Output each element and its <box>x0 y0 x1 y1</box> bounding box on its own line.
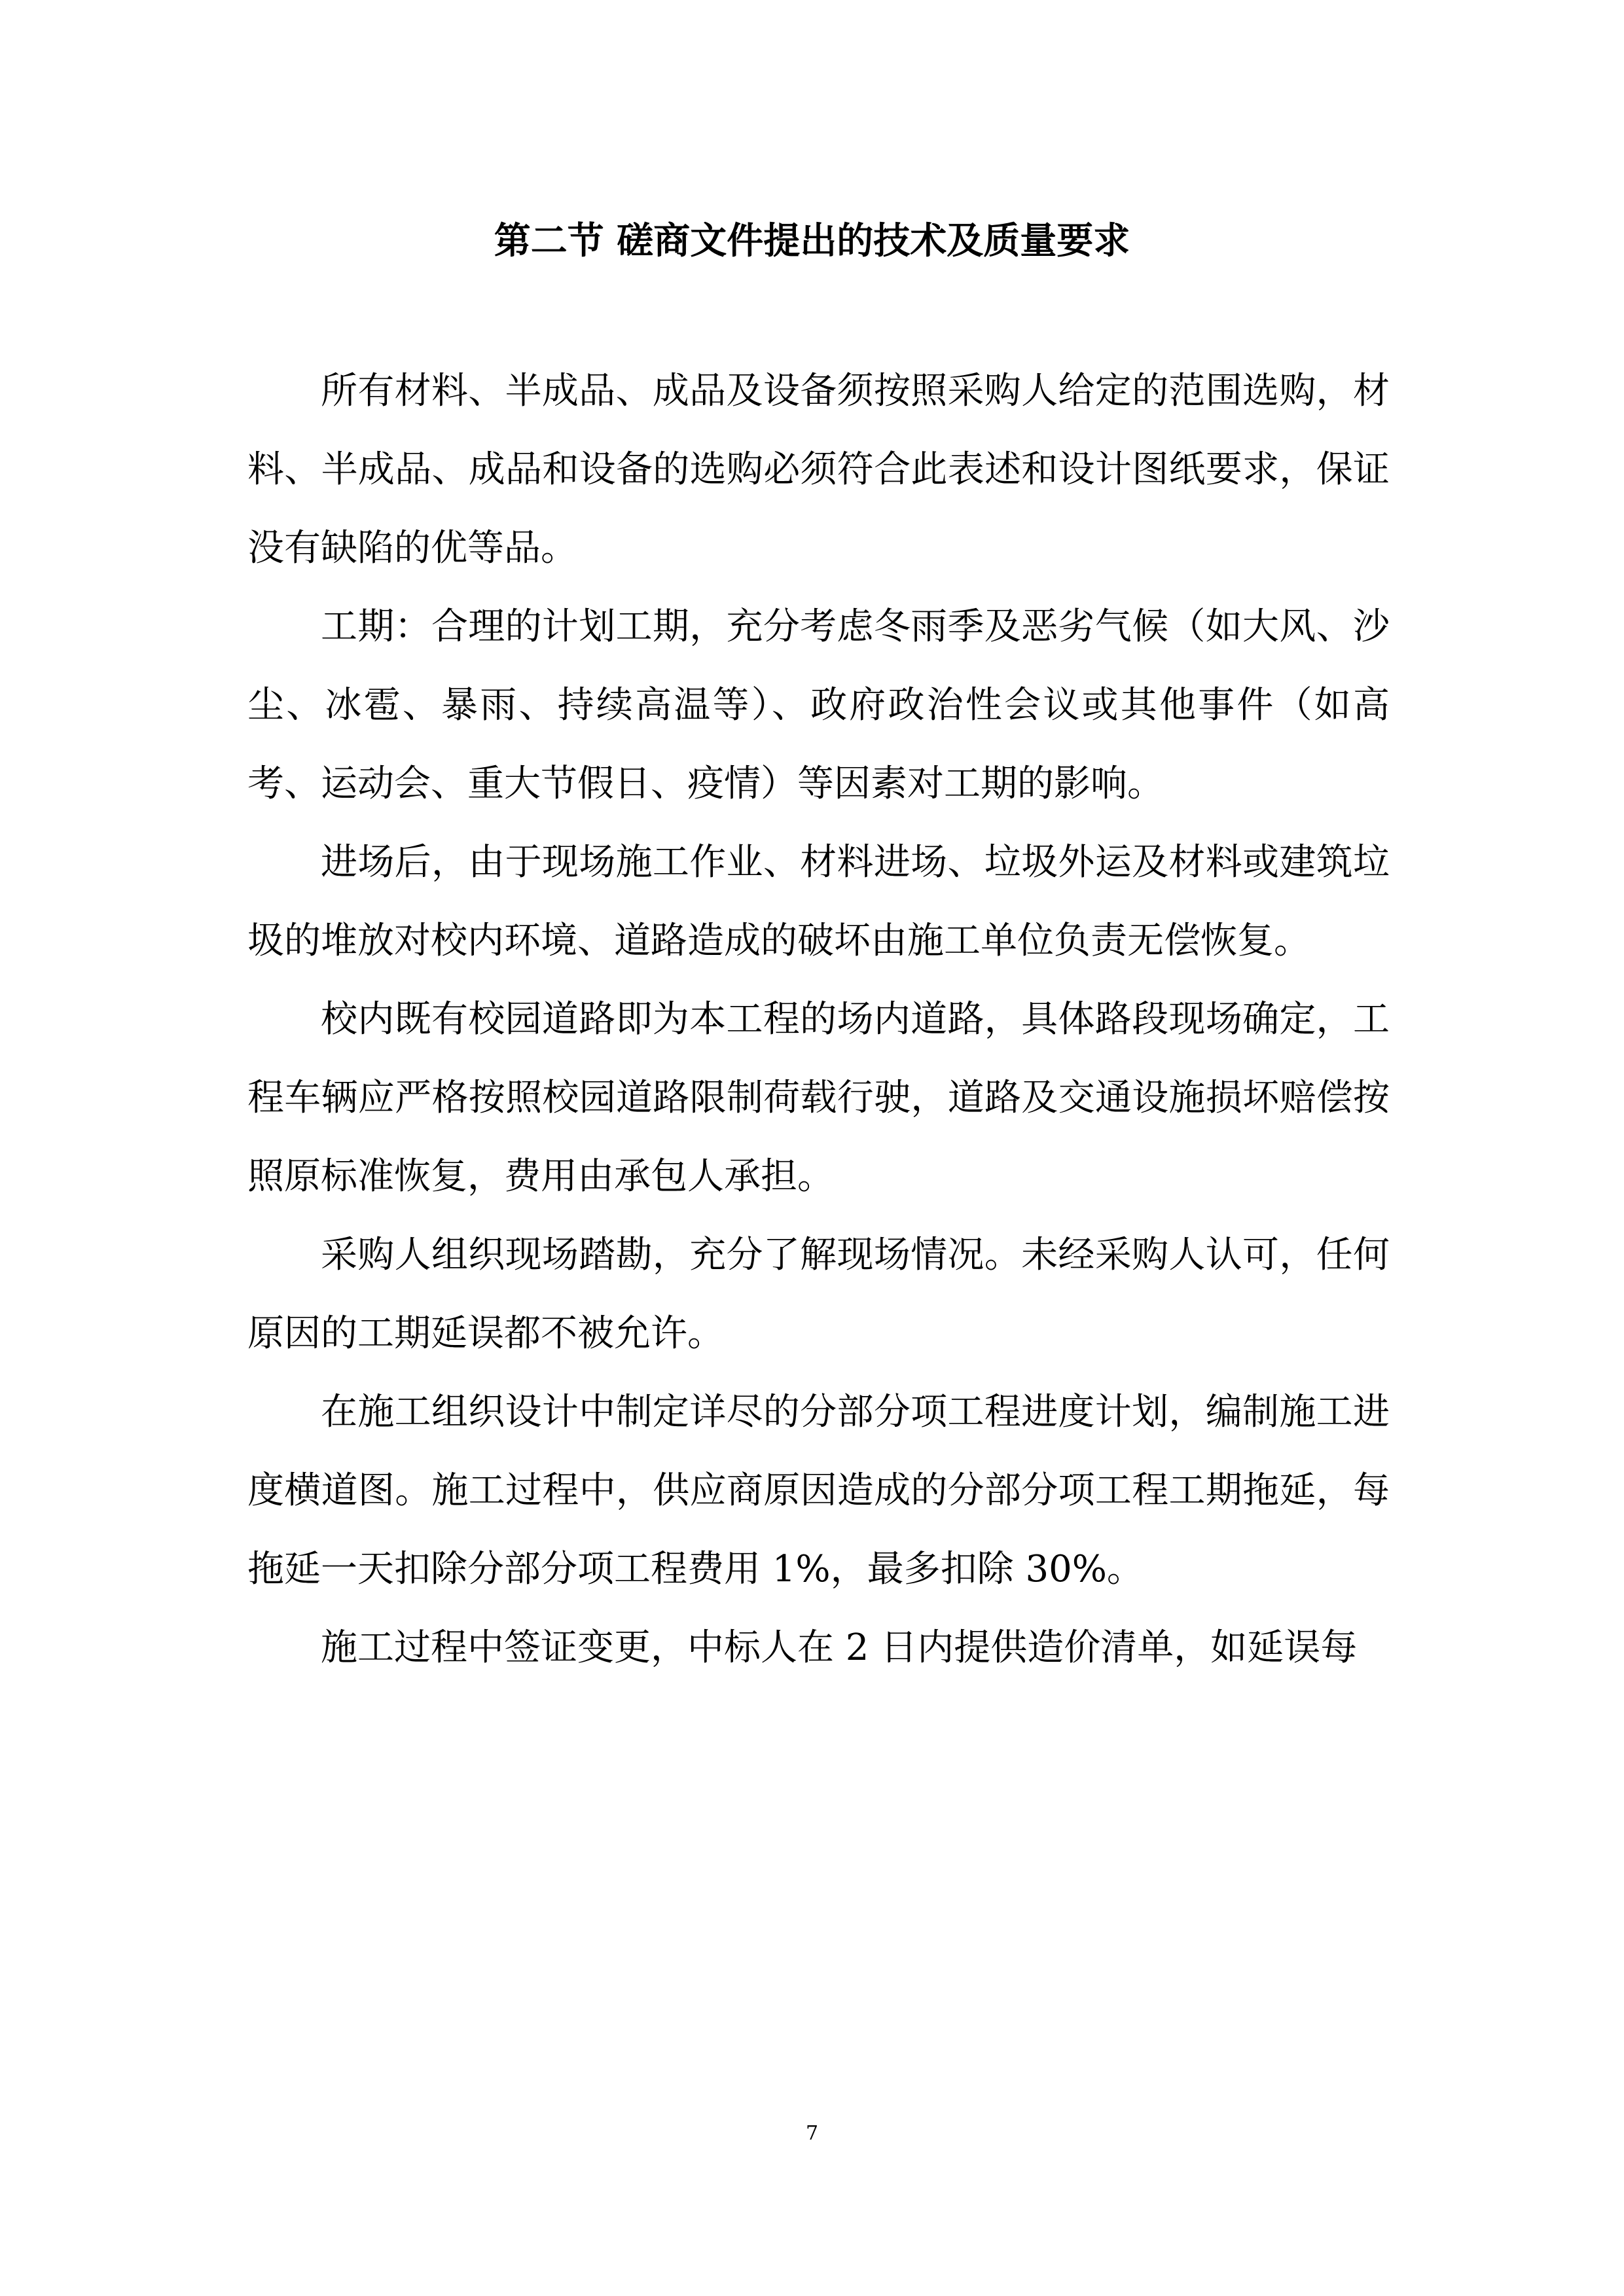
paragraph-site-restoration: 进场后，由于现场施工作业、材料进场、垃圾外运及材料或建筑垃圾的堆放对校内环境、道路造成的破坏由施工单位负责无偿恢复。 <box>247 841 1390 962</box>
paragraph-change-orders: 施工过程中签证变更，中标人在 2 日内提供造价清单，如延误每 <box>321 1626 1358 1669</box>
paragraph-site-survey: 采购人组织现场踏勘，充分了解现场情况。未经采购人认可，任何原因的工期延误都不被允许。 <box>247 1234 1390 1355</box>
paragraph-campus-roads: 校内既有校园道路即为本工程的场内道路，具体路段现场确定，工程车辆应严格按照校园道路限制荷载行驶，道路及交通设施损坏赔偿按照原标准恢复，费用由承包人承担。 <box>247 998 1390 1198</box>
paragraph-schedule: 工期：合理的计划工期，充分考虑冬雨季及恶劣气候（如大风、沙尘、冰雹、暴雨、持续高温等）、政府政治性会议或其他事件（如高考、运动会、重大节假日、疫情）等因素对工期的影响。 <box>247 605 1390 805</box>
paragraph-materials: 所有材料、半成品、成品及设备须按照采购人给定的范围选购，材料、半成品、成品和设备的选购必须符合此表述和设计图纸要求，保证没有缺陷的优等品。 <box>247 370 1390 569</box>
paragraph-progress-plan: 在施工组织设计中制定详尽的分部分项工程进度计划，编制施工进度横道图。施工过程中，供应商原因造成的分部分项工程工期拖延，每拖延一天扣除分部分项工程费用 1%，最多扣除 30%。 <box>247 1391 1390 1590</box>
body-text <box>247 352 1390 1687</box>
section-title: 第二节 磋商文件提出的技术及质量要求 <box>494 219 1130 262</box>
page-number: 7 <box>805 2122 819 2145</box>
